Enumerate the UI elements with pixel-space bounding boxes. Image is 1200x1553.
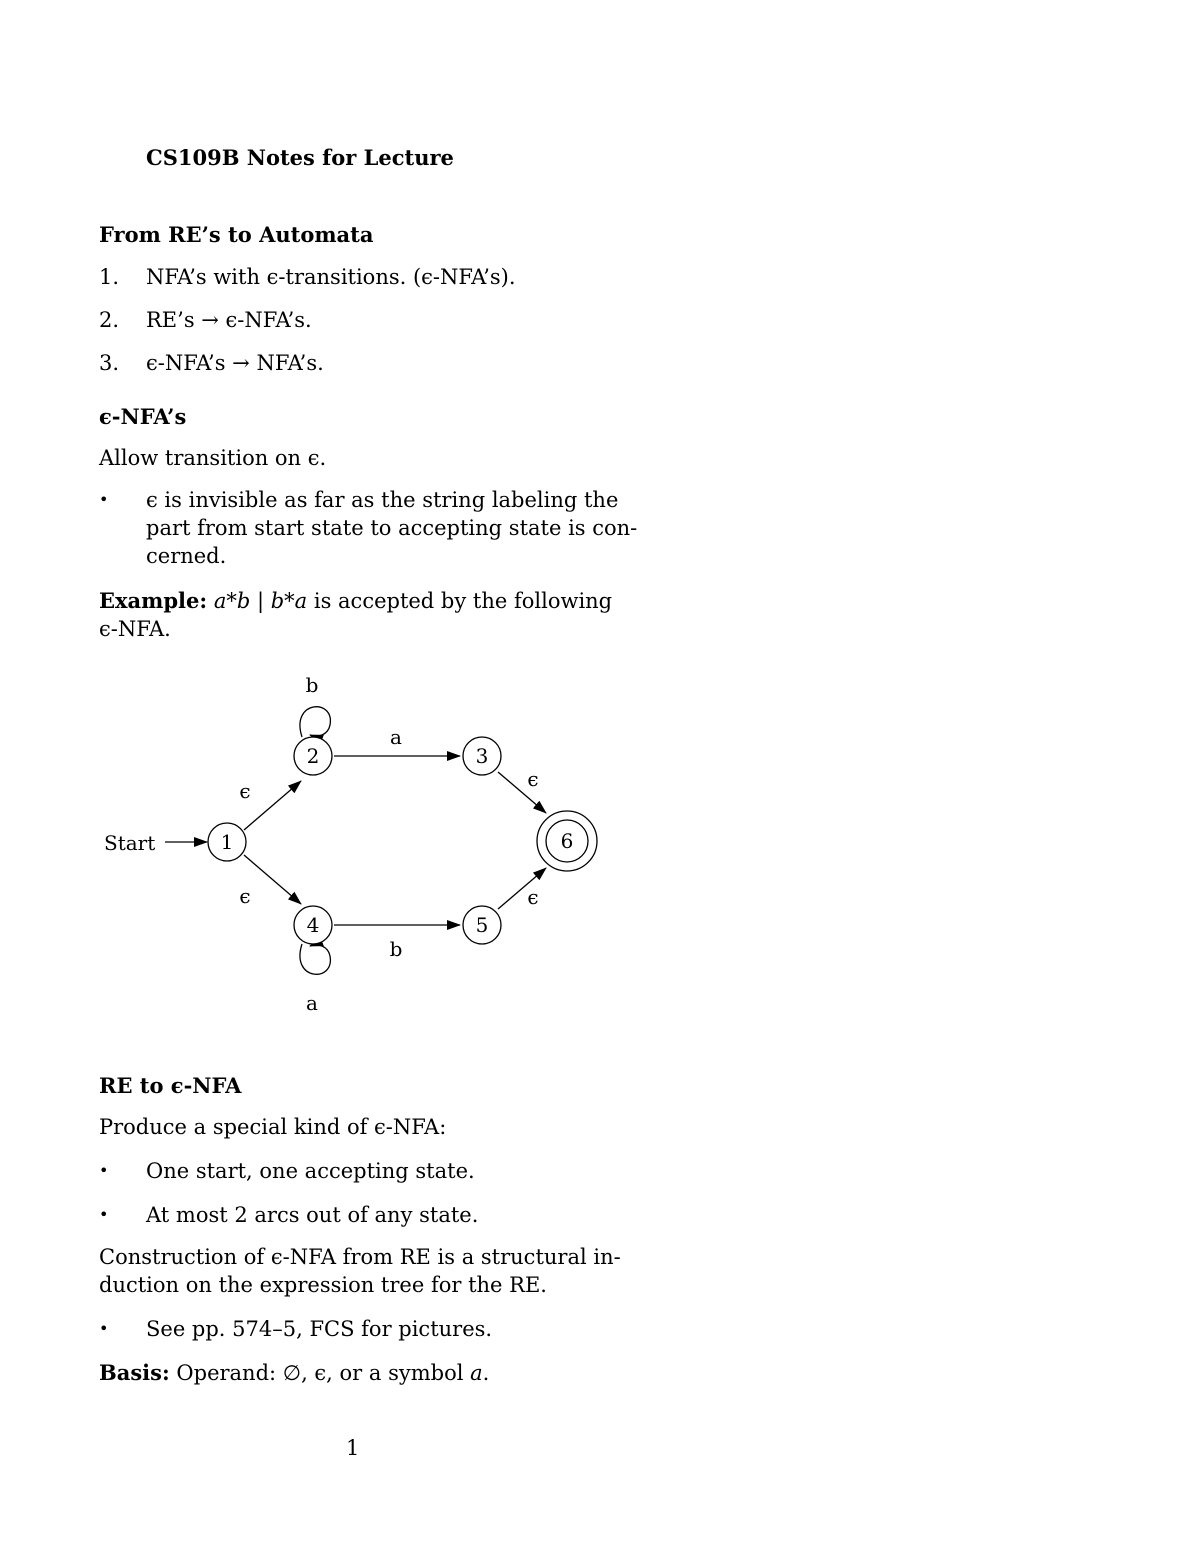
page-title: CS109B Notes for Lecture: [146, 145, 454, 170]
edge-3-6: [498, 772, 546, 813]
start-label: Start: [104, 831, 156, 855]
bullet-mark: •: [99, 490, 109, 509]
list-item: RE’s → ϵ-NFA’s.: [146, 308, 312, 332]
edge-label-2-2: b: [305, 673, 319, 697]
bullet-line: ϵ is invisible as far as the string labeling the: [146, 488, 619, 512]
state-label: 1: [220, 830, 234, 854]
state-label: 2: [306, 744, 320, 768]
example-label: Example:: [99, 588, 208, 613]
paragraph: Produce a special kind of ϵ-NFA:: [99, 1115, 447, 1139]
state-label: 3: [475, 744, 489, 768]
edge-1-4: [244, 855, 301, 904]
basis-end: .: [482, 1361, 490, 1385]
bullet-line: part from start state to accepting state is con-: [146, 516, 638, 540]
bullet-line: See pp. 574–5, FCS for pictures.: [146, 1317, 493, 1341]
edge-5-6: [498, 868, 546, 909]
state-label: 4: [306, 913, 320, 937]
paragraph-line: duction on the expression tree for the RE.: [99, 1273, 547, 1297]
list-item: NFA’s with ϵ-transitions. (ϵ-NFA’s).: [146, 265, 516, 289]
self-loop-4: [300, 944, 330, 974]
page-number: 1: [346, 1436, 360, 1460]
edge-label-2-3: a: [390, 725, 402, 749]
edge-label-1-4: ϵ: [239, 884, 251, 908]
section-heading-re-to-automata: From RE’s to Automata: [99, 222, 374, 247]
list-item-number: 3.: [99, 351, 120, 375]
list-item: ϵ-NFA’s → NFA’s.: [146, 351, 324, 375]
bullet-line: One start, one accepting state.: [146, 1159, 475, 1183]
bullet-mark: •: [99, 1161, 109, 1180]
state-label: 5: [475, 913, 489, 937]
list-item-number: 2.: [99, 308, 120, 332]
bullet-line: cerned.: [146, 544, 227, 568]
example-text: is accepted by the following: [307, 589, 613, 613]
edge-label-5-6: ϵ: [527, 885, 539, 909]
bullet-line: At most 2 arcs out of any state.: [146, 1203, 479, 1227]
state-label: 6: [560, 829, 574, 853]
basis-symbol: a: [470, 1361, 483, 1385]
basis-paragraph: [99, 1359, 489, 1387]
edge-label-4-5: b: [389, 937, 403, 961]
edge-1-2: [244, 781, 301, 830]
self-loop-2: [300, 707, 330, 737]
section-heading-re-to-enfa: RE to ϵ-NFA: [99, 1073, 242, 1098]
basis-label: Basis:: [99, 1360, 170, 1385]
example-paragraph-line2: ϵ-NFA.: [99, 617, 171, 641]
bullet-mark: •: [99, 1319, 109, 1338]
section-heading-enfa: ϵ-NFA’s: [99, 404, 187, 429]
edge-label-1-2: ϵ: [239, 779, 251, 803]
list-item-number: 1.: [99, 265, 120, 289]
bullet-mark: •: [99, 1205, 109, 1224]
edge-label-3-6: ϵ: [527, 767, 539, 791]
paragraph: Allow transition on ϵ.: [99, 446, 327, 470]
paragraph-line: Construction of ϵ-NFA from RE is a structural in-: [99, 1245, 621, 1269]
basis-text: Operand: ∅, ϵ, or a symbol: [169, 1361, 471, 1385]
edge-label-4-4: a: [306, 991, 318, 1015]
example-expression: a*b | b*a: [213, 589, 308, 613]
